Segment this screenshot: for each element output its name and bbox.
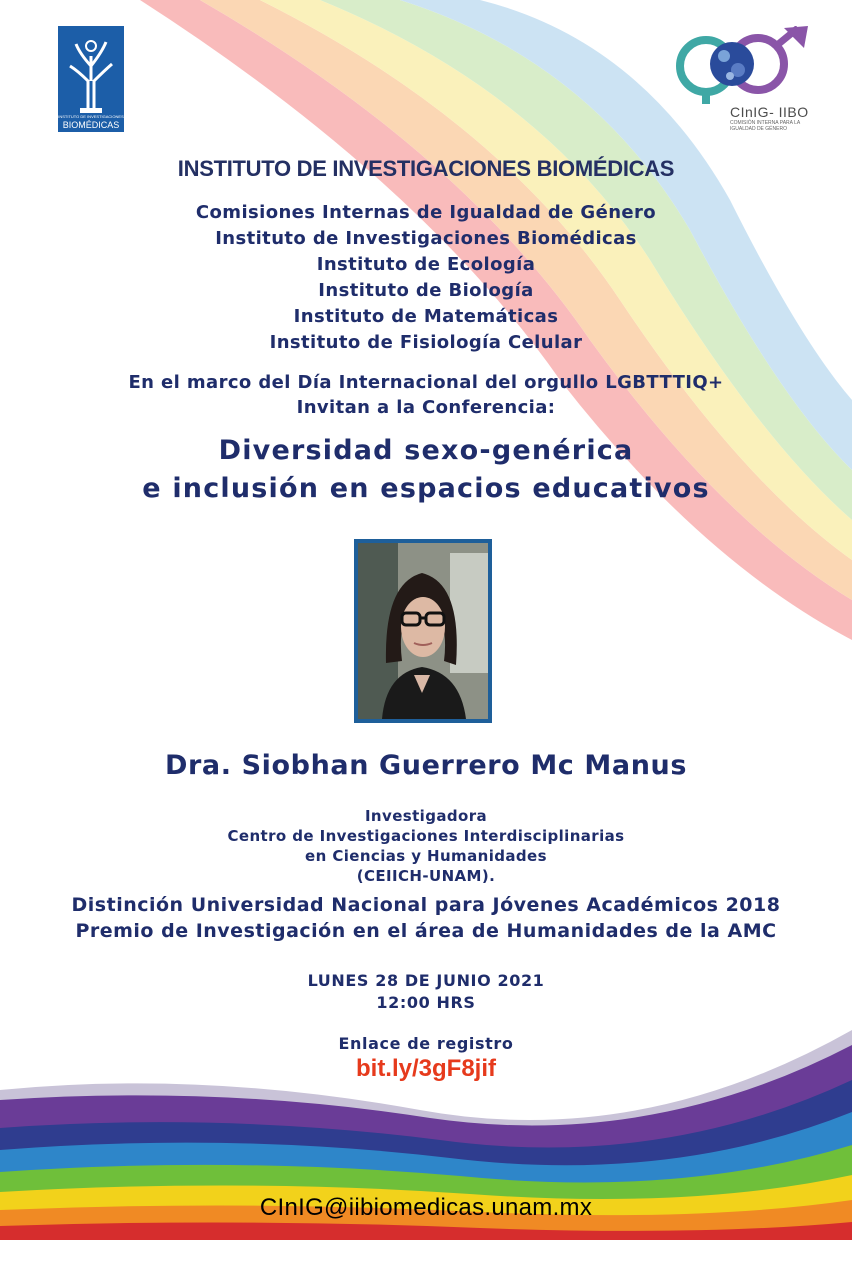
logo-big-text: BIOMÉDICAS xyxy=(62,120,120,130)
invitation-line: Invitan a la Conferencia: xyxy=(296,397,556,418)
speaker-photo xyxy=(358,543,488,719)
speaker-name: Dra. Siobhan Guerrero Mc Manus xyxy=(164,750,688,781)
cinig-logo xyxy=(672,26,812,134)
award-line: Distinción Universidad Nacional para Jóvenes Académicos 2018 xyxy=(71,894,781,916)
conference-title xyxy=(0,432,852,508)
event-datetime xyxy=(0,970,852,1014)
logo-small-text: INSTITUTO DE INVESTIGACIONES xyxy=(58,114,124,119)
contact-email[interactable]: CInIG@iibiomedicas.unam.mx xyxy=(259,1194,593,1221)
award-line: Premio de Investigación en el área de Humanidades de la AMC xyxy=(75,920,777,942)
gender-symbols-logo-icon xyxy=(672,26,812,104)
biomedicas-logo xyxy=(58,26,124,132)
event-date: LUNES 28 DE JUNIO 2021 xyxy=(307,971,545,990)
occasion-line: En el marco del Día Internacional del orgullo LGBTTTIQ+ xyxy=(128,372,724,393)
page-title: INSTITUTO DE INVESTIGACIONES BIOMÉDICAS xyxy=(177,156,675,181)
registration-label: Enlace de registro xyxy=(338,1034,514,1053)
organizer-item: Comisiones Internas de Igualdad de Género xyxy=(195,202,657,223)
organizers-list xyxy=(0,200,852,356)
organizer-item: Instituto de Fisiología Celular xyxy=(269,332,583,353)
registration-link[interactable]: bit.ly/3gF8jif xyxy=(355,1055,496,1082)
speaker-affiliation xyxy=(0,806,852,886)
event-time: 12:00 HRS xyxy=(376,993,476,1012)
person-portrait-icon xyxy=(358,543,488,719)
affiliation-line: en Ciencias y Humanidades xyxy=(305,847,547,865)
logo-right-title: CInIG- IIBO xyxy=(730,104,809,120)
occasion-text xyxy=(0,370,852,420)
logo-right-subtitle: COMISIÓN INTERNA PARA LA IGUALDAD DE GÉNERO xyxy=(730,120,800,132)
affiliation-line: Centro de Investigaciones Interdisciplinarias xyxy=(227,827,625,845)
conference-title-line1: Diversidad sexo-genérica xyxy=(218,435,634,466)
speaker-awards xyxy=(0,892,852,944)
organizer-item: Instituto de Biología xyxy=(318,280,534,301)
organizer-item: Instituto de Ecología xyxy=(316,254,536,275)
affiliation-line: Investigadora xyxy=(364,807,488,825)
conference-title-line2: e inclusión en espacios educativos xyxy=(142,473,710,504)
organizer-item: Instituto de Investigaciones Biomédicas xyxy=(215,228,637,249)
organizer-item: Instituto de Matemáticas xyxy=(293,306,559,327)
affiliation-line: (CEIICH-UNAM). xyxy=(356,867,496,885)
speaker-photo-frame xyxy=(354,539,492,723)
